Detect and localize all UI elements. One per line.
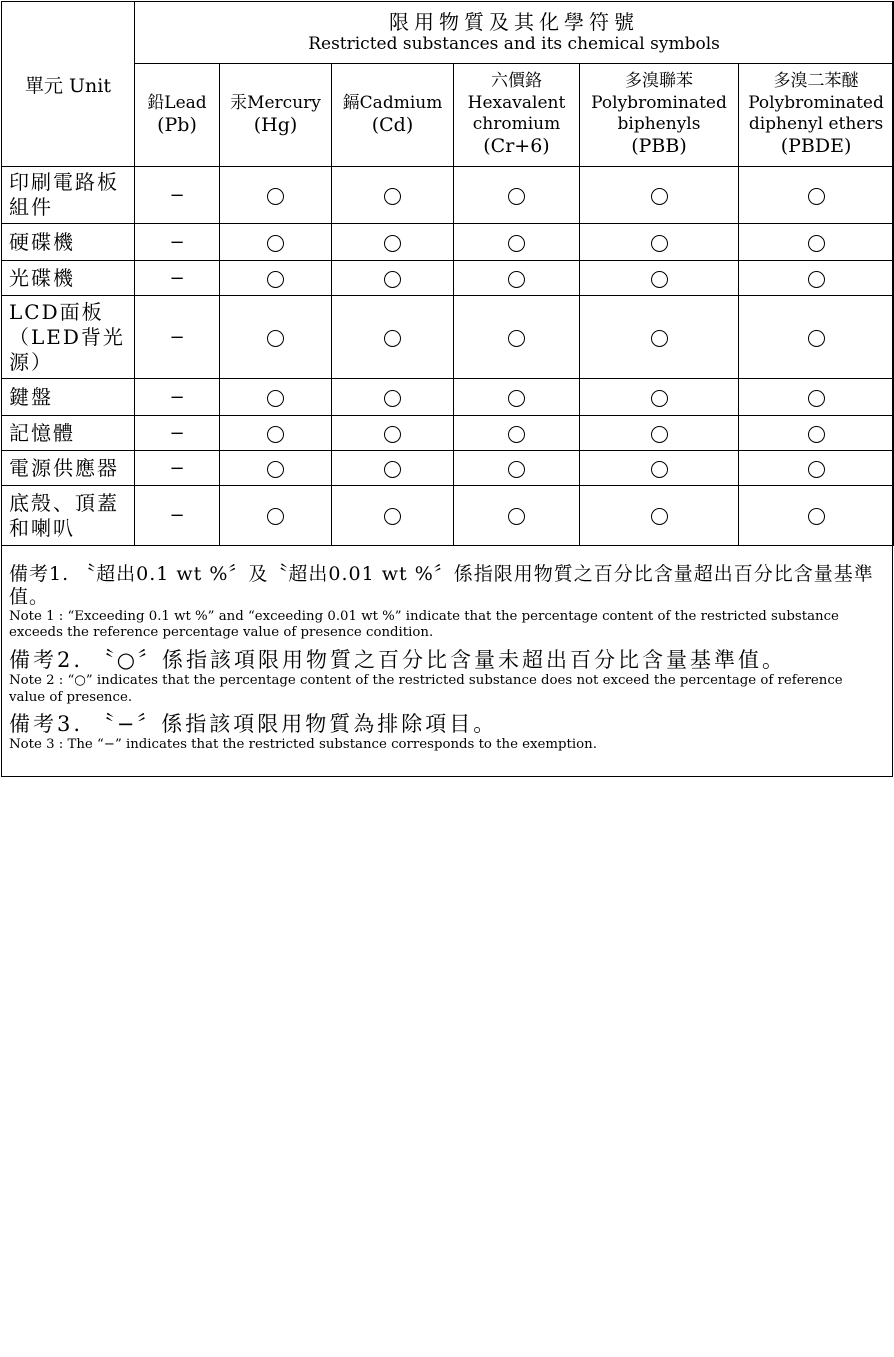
- substance-cell: [220, 167, 332, 224]
- compliant-circle-icon: [651, 235, 668, 252]
- substance-cell: [739, 451, 894, 486]
- substance-cell: [739, 416, 894, 451]
- substance-cell: [739, 486, 894, 546]
- substance-cell: [332, 379, 454, 416]
- compliant-circle-icon: [651, 330, 668, 347]
- substance-cell: [454, 486, 580, 546]
- substance-cell: [332, 451, 454, 486]
- title-zh: 限用物質及其化學符號: [389, 10, 640, 35]
- row-unit-label: 記憶體: [2, 416, 135, 451]
- exemption-dash: −: [169, 457, 185, 479]
- substance-cell: [135, 416, 220, 451]
- unit-header: 單元 Unit: [2, 2, 135, 167]
- compliant-circle-icon: [651, 461, 668, 478]
- substance-cell: [580, 224, 739, 261]
- substance-cell: [454, 379, 580, 416]
- compliant-circle-icon: [808, 188, 825, 205]
- compliant-circle-icon: [651, 188, 668, 205]
- substance-cell: [332, 486, 454, 546]
- substance-cell: [454, 451, 580, 486]
- substance-cell: [454, 296, 580, 379]
- compliant-circle-icon: [508, 461, 525, 478]
- substance-cell: [454, 167, 580, 224]
- compliant-circle-icon: [808, 330, 825, 347]
- compliant-circle-icon: [267, 235, 284, 252]
- substance-cell: [135, 486, 220, 546]
- substance-cell: [580, 416, 739, 451]
- compliant-circle-icon: [267, 508, 284, 525]
- substance-cell: [580, 451, 739, 486]
- row-unit-label: 電源供應器: [2, 451, 135, 486]
- substance-cell: [220, 416, 332, 451]
- substance-cell: [135, 379, 220, 416]
- table-row: [2, 224, 894, 261]
- compliant-circle-icon: [808, 390, 825, 407]
- substance-cell: [220, 451, 332, 486]
- substance-cell: [580, 167, 739, 224]
- compliant-circle-icon: [651, 390, 668, 407]
- substance-cell: [220, 296, 332, 379]
- substance-header: 六價鉻 Hexavalent chromium (Cr+6): [454, 64, 580, 167]
- substance-cell: [135, 296, 220, 379]
- compliant-circle-icon: [384, 188, 401, 205]
- compliant-circle-icon: [267, 330, 284, 347]
- row-unit-label: 鍵盤: [2, 379, 135, 416]
- rohs-declaration: [1, 1, 893, 777]
- substance-header: 鉛Lead (Pb): [135, 64, 220, 167]
- table-row: [2, 167, 894, 224]
- row-unit-label: 光碟機: [2, 261, 135, 296]
- compliant-circle-icon: [267, 390, 284, 407]
- compliant-circle-icon: [508, 271, 525, 288]
- compliant-circle-icon: [384, 271, 401, 288]
- substance-cell: [580, 379, 739, 416]
- compliant-circle-icon: [267, 188, 284, 205]
- note2-en: Note 2 : “○” indicates that the percentage content of the restricted substance does not exceed the percentage of reference value of presence.: [9, 673, 843, 705]
- substance-cell: [332, 167, 454, 224]
- compliant-circle-icon: [508, 426, 525, 443]
- substance-cell: [739, 296, 894, 379]
- row-unit-label: 底殼、頂蓋和喇叭: [2, 486, 135, 546]
- substance-cell: [332, 261, 454, 296]
- substance-cell: [454, 224, 580, 261]
- substance-cell: [739, 261, 894, 296]
- substance-cell: [454, 261, 580, 296]
- note2-zh: 備考2. 〝○〞係指該項限用物質之百分比含量未超出百分比含量基準值。: [9, 647, 787, 672]
- compliant-circle-icon: [651, 426, 668, 443]
- note1-en: Note 1 : “Exceeding 0.1 wt %” and “exceeding 0.01 wt %” indicate that the percentage content of the restricted substance exceeds the reference percentage value of presence condition.: [9, 608, 839, 641]
- compliant-circle-icon: [808, 461, 825, 478]
- compliant-circle-icon: [508, 235, 525, 252]
- compliant-circle-icon: [384, 330, 401, 347]
- substance-cell: [739, 167, 894, 224]
- table-row: [2, 451, 894, 486]
- exemption-dash: −: [169, 386, 185, 408]
- note3-zh: 備考3. 〝−〞係指該項限用物質為排除項目。: [9, 712, 498, 737]
- substance-cell: [220, 486, 332, 546]
- compliant-circle-icon: [508, 330, 525, 347]
- substance-header: 鎘Cadmium (Cd): [332, 64, 454, 167]
- compliant-circle-icon: [384, 508, 401, 525]
- compliant-circle-icon: [267, 426, 284, 443]
- substance-cell: [220, 261, 332, 296]
- exemption-dash: −: [169, 505, 185, 526]
- substance-cell: [332, 296, 454, 379]
- title-en: Restricted substances and its chemical symbols: [308, 34, 720, 55]
- substance-header: 汞Mercury (Hg): [220, 64, 332, 167]
- exemption-dash: −: [169, 267, 185, 289]
- note1-zh: 備考1. 〝超出0.1 wt %〞及〝超出0.01 wt %〞係指限用物質之百分比含量超出百分比含量基準值。: [9, 563, 874, 608]
- substance-cell: [220, 224, 332, 261]
- exemption-dash: −: [169, 184, 185, 206]
- compliant-circle-icon: [651, 271, 668, 288]
- table-row: [2, 296, 894, 379]
- compliant-circle-icon: [508, 390, 525, 407]
- table-row: [2, 379, 894, 416]
- restricted-substances-table: [1, 1, 894, 546]
- note3-en: Note 3 : The “−” indicates that the restricted substance corresponds to the exemption.: [9, 737, 597, 753]
- compliant-circle-icon: [384, 426, 401, 443]
- substance-cell: [454, 416, 580, 451]
- substance-cell: [332, 224, 454, 261]
- compliant-circle-icon: [384, 390, 401, 407]
- exemption-dash: −: [169, 422, 185, 444]
- table-row: [2, 486, 894, 546]
- substance-header: 多溴聯苯 Polybrominated biphenyls (PBB): [580, 64, 739, 167]
- substance-cell: [580, 486, 739, 546]
- substance-cell: [739, 379, 894, 416]
- compliant-circle-icon: [808, 508, 825, 525]
- compliant-circle-icon: [651, 508, 668, 525]
- substance-cell: [580, 296, 739, 379]
- substance-cell: [739, 224, 894, 261]
- compliant-circle-icon: [384, 461, 401, 478]
- substance-cell: [332, 416, 454, 451]
- table-title: [135, 2, 894, 64]
- row-unit-label: LCD面板（LED背光源）: [2, 296, 135, 379]
- compliant-circle-icon: [508, 188, 525, 205]
- substance-cell: [135, 451, 220, 486]
- compliant-circle-icon: [808, 426, 825, 443]
- compliant-circle-icon: [267, 461, 284, 478]
- substance-cell: [220, 379, 332, 416]
- substance-header: 多溴二苯醚 Polybrominated diphenyl ethers (PBDE): [739, 64, 894, 167]
- row-unit-label: 硬碟機: [2, 224, 135, 261]
- row-unit-label: 印刷電路板組件: [2, 167, 135, 224]
- substance-cell: [135, 224, 220, 261]
- compliant-circle-icon: [267, 271, 284, 288]
- substance-cell: [135, 167, 220, 224]
- substance-cell: [135, 261, 220, 296]
- table-row: [2, 416, 894, 451]
- compliant-circle-icon: [508, 508, 525, 525]
- exemption-dash: −: [169, 326, 185, 348]
- table-row: [2, 261, 894, 296]
- substance-cell: [580, 261, 739, 296]
- compliant-circle-icon: [808, 235, 825, 252]
- exemption-dash: −: [169, 231, 185, 253]
- compliant-circle-icon: [808, 271, 825, 288]
- compliant-circle-icon: [384, 235, 401, 252]
- notes-section: [9, 563, 879, 760]
